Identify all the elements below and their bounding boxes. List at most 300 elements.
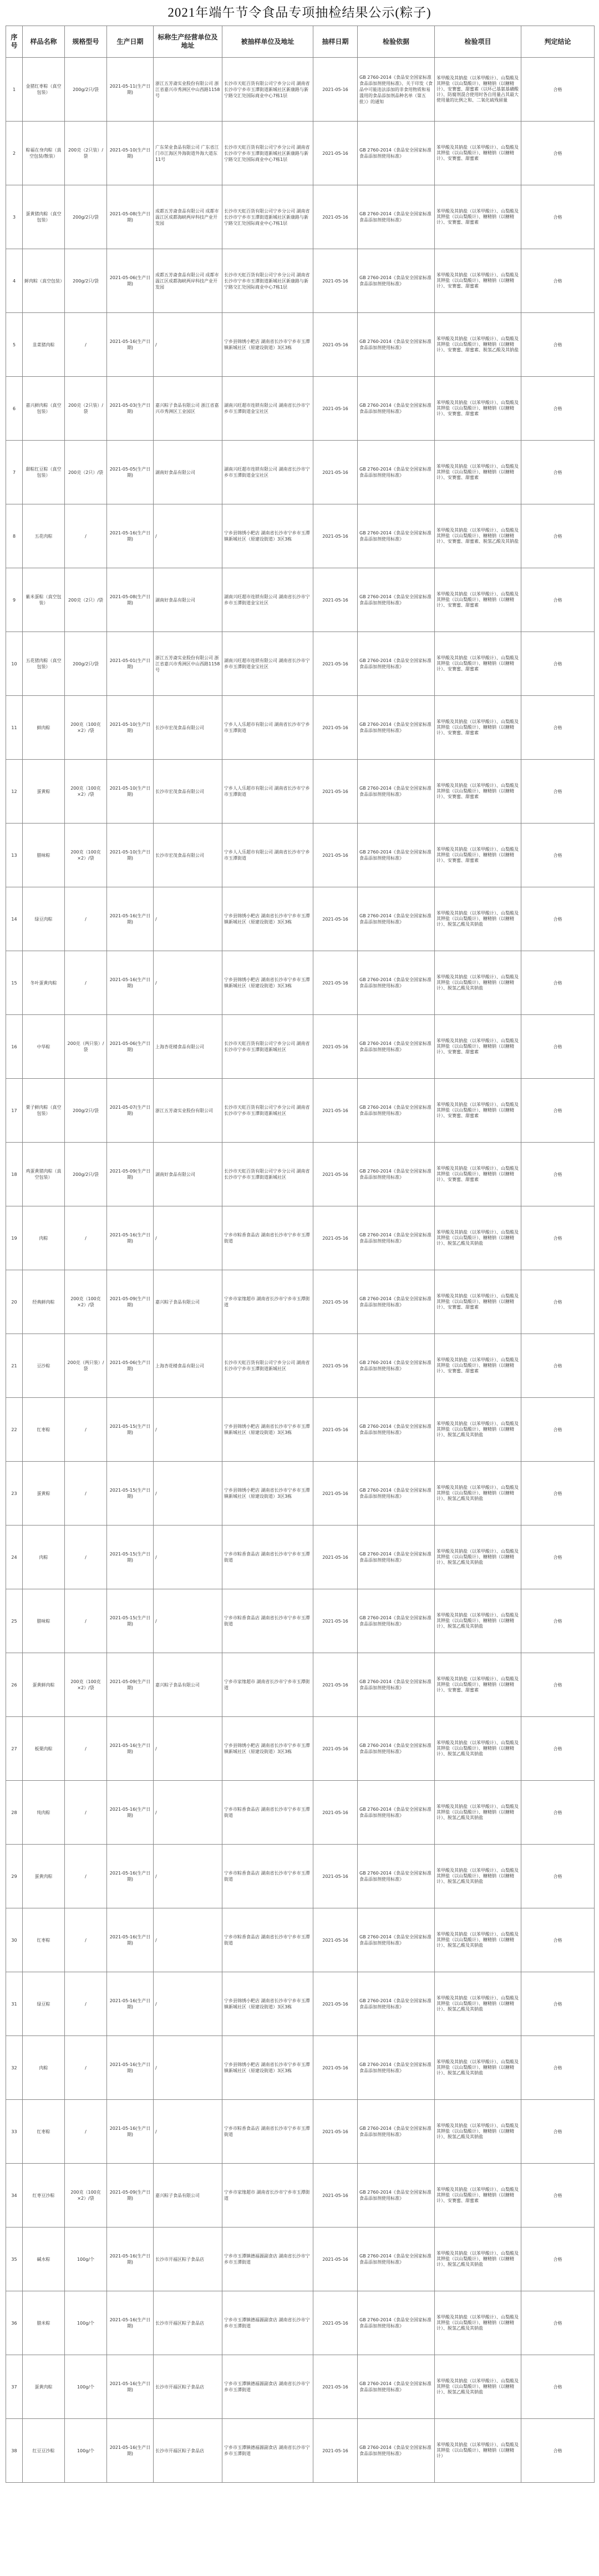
cell-sample-name: 鲜肉粽（真空包装）	[23, 249, 65, 313]
table-row	[6, 760, 595, 824]
cell-test-basis: GB 2760-2014《食品安全国家标准 食品添加剂使用标准》	[358, 1462, 435, 1526]
cell-no: 31	[6, 1972, 23, 2036]
cell-no: 13	[6, 824, 23, 887]
cell-result: 合格	[521, 1462, 595, 1526]
cell-test-items: 苯甲酸及其钠盐（以苯甲酸计）、山梨酸及其钾盐（以山梨酸计）、糖精钠（以糖精计）、脱氢乙酸及其钠盐	[435, 1462, 521, 1526]
cell-spec: /	[65, 887, 107, 951]
table-row	[6, 249, 595, 313]
cell-manufacturer: /	[154, 1908, 222, 1972]
cell-production-date: 2021-05-15(生产日期)	[107, 1526, 154, 1589]
cell-result: 合格	[521, 313, 595, 377]
cell-production-date: 2021-05-09(生产日期)	[107, 1270, 154, 1334]
cell-production-date: 2021-05-06(生产日期)	[107, 1015, 154, 1079]
cell-no: 17	[6, 1079, 23, 1143]
cell-test-basis: GB 2760-2014《食品安全国家标准 食品添加剂使用标准》	[358, 1334, 435, 1398]
table-row	[6, 1845, 595, 1908]
cell-sample-name: 粽福在身肉粽（真空包装/散装）	[23, 122, 65, 185]
cell-sampled-unit: 宁乡市粽香食品店 湖南省长沙市宁乡市玉潭街道	[222, 2100, 313, 2164]
cell-test-items: 苯甲酸及其钠盐（以苯甲酸计）、山梨酸及其钾盐（以山梨酸计）、糖精钠（以糖精计）、安赛蜜、甜蜜素	[435, 696, 521, 760]
cell-spec: 200克（100克×2）/袋	[65, 1270, 107, 1334]
cell-spec: 200克（两只装）/袋	[65, 1334, 107, 1398]
cell-production-date: 2021-05-01(生产日期)	[107, 632, 154, 696]
cell-test-basis: GB 2760-2014《食品安全国家标准 食品添加剂使用标准》	[358, 1206, 435, 1270]
cell-sampled-unit: 长沙市天虹百货有限公司宁乡分公司 湖南省长沙市宁乡市玉潭街道新城社区新康路与新宁路交汇处国际商业中心7栋1层	[222, 185, 313, 249]
cell-production-date: 2021-05-09(生产日期)	[107, 1143, 154, 1206]
cell-spec: /	[65, 504, 107, 568]
cell-sampled-unit: 湖南兴旺超市连锁有限公司 湖南省长沙市宁乡市玉潭街道金宝社区	[222, 632, 313, 696]
cell-result: 合格	[521, 696, 595, 760]
table-row	[6, 377, 595, 441]
table-row	[6, 1908, 595, 1972]
cell-spec: 100g/个	[65, 2228, 107, 2291]
cell-test-items: 苯甲酸及其钠盐（以苯甲酸计）、山梨酸及其钾盐（以山梨酸计）、糖精钠（以糖精计）	[435, 2419, 521, 2483]
cell-test-basis: GB 2760-2014《食品安全国家标准 食品添加剂使用标准》	[358, 122, 435, 185]
cell-production-date: 2021-05-11(生产日期)	[107, 58, 154, 122]
cell-result: 合格	[521, 1143, 595, 1206]
cell-test-items: 苯甲酸及其钠盐（以苯甲酸计）、山梨酸及其钾盐（以山梨酸计）、糖精钠（以糖精计）、脱氢乙酸及其钠盐	[435, 1589, 521, 1653]
table-row	[6, 122, 595, 185]
cell-result: 合格	[521, 1781, 595, 1845]
cell-sampling-date: 2021-05-16	[313, 1717, 358, 1781]
cell-sample-name: 蛋黄粽	[23, 760, 65, 824]
cell-sampled-unit: 宁乡市粽香食品店 湖南省长沙市宁乡市玉潭街道	[222, 1781, 313, 1845]
cell-no: 21	[6, 1334, 23, 1398]
cell-production-date: 2021-05-16(生产日期)	[107, 951, 154, 1015]
cell-test-items: 苯甲酸及其钠盐（以苯甲酸计）、山梨酸及其钾盐（以山梨酸计）、糖精钠（以糖精计）、脱氢乙酸及其钠盐	[435, 1972, 521, 2036]
cell-spec: /	[65, 1908, 107, 1972]
table-row	[6, 1270, 595, 1334]
cell-no: 37	[6, 2355, 23, 2419]
cell-sampling-date: 2021-05-16	[313, 504, 358, 568]
cell-production-date: 2021-05-07(生产日期)	[107, 1079, 154, 1143]
cell-test-items: 苯甲酸及其钠盐（以苯甲酸计）、山梨酸及其钾盐（以山梨酸计）、糖精钠（以糖精计）、安赛蜜、甜蜜素	[435, 1143, 521, 1206]
cell-sampled-unit: 宁乡县锦绣小粑店 湖南省长沙市宁乡市玉潭镇新城社区（原建设街道）3区3栋	[222, 887, 313, 951]
table-row	[6, 2100, 595, 2164]
cell-sample-name: 绿豆肉粽	[23, 887, 65, 951]
cell-spec: 200克（100克×2）/袋	[65, 760, 107, 824]
cell-sample-name: 韭菜猪肉粽	[23, 313, 65, 377]
cell-sampling-date: 2021-05-16	[313, 1462, 358, 1526]
cell-no: 24	[6, 1526, 23, 1589]
header-no: 序号	[6, 26, 23, 58]
table-body	[6, 58, 595, 2483]
cell-no: 15	[6, 951, 23, 1015]
cell-manufacturer: 湖南好食品有限公司	[154, 441, 222, 504]
cell-sampling-date: 2021-05-16	[313, 951, 358, 1015]
cell-test-basis: GB 2760-2014《食品安全国家标准 食品添加剂使用标准》	[358, 951, 435, 1015]
cell-no: 38	[6, 2419, 23, 2483]
cell-test-items: 苯甲酸及其钠盐（以苯甲酸计）、山梨酸及其钾盐（以山梨酸计）、糖精钠（以糖精计）、安赛蜜、甜蜜素	[435, 441, 521, 504]
table-row	[6, 887, 595, 951]
cell-production-date: 2021-05-16(生产日期)	[107, 2100, 154, 2164]
cell-test-basis: GB 2760-2014《食品安全国家标准 食品添加剂使用标准》	[358, 887, 435, 951]
cell-test-items: 苯甲酸及其钠盐（以苯甲酸计）、山梨酸及其钾盐（以山梨酸计）、糖精钠（以糖精计）、安赛蜜、甜蜜素、脱氢乙酸及其钠盐	[435, 313, 521, 377]
cell-sample-name: 碱水粽	[23, 2228, 65, 2291]
cell-production-date: 2021-05-16(生产日期)	[107, 1717, 154, 1781]
cell-manufacturer: 嘉兴粽子食品有限公司	[154, 1270, 222, 1334]
cell-no: 7	[6, 441, 23, 504]
cell-sample-name: 纯肉粽	[23, 1781, 65, 1845]
cell-sampling-date: 2021-05-16	[313, 2036, 358, 2100]
cell-sampled-unit: 宁乡市粽香食品店 湖南省长沙市宁乡市玉潭街道	[222, 1908, 313, 1972]
cell-test-items: 苯甲酸及其钠盐（以苯甲酸计）、山梨酸及其钾盐（以山梨酸计）、糖精钠（以糖精计）、脱氢乙酸及其钠盐	[435, 1908, 521, 1972]
cell-result: 合格	[521, 760, 595, 824]
cell-result: 合格	[521, 1398, 595, 1462]
cell-spec: 200g/2只/袋	[65, 58, 107, 122]
cell-sample-name: 腊味粽	[23, 824, 65, 887]
cell-manufacturer: /	[154, 1717, 222, 1781]
cell-spec: 200克（100克×2）/袋	[65, 696, 107, 760]
cell-spec: 200g/2只/袋	[65, 632, 107, 696]
cell-no: 9	[6, 568, 23, 632]
table-row	[6, 1526, 595, 1589]
cell-no: 6	[6, 377, 23, 441]
cell-spec: /	[65, 1845, 107, 1908]
cell-spec: /	[65, 1206, 107, 1270]
cell-test-basis: GB 2760-2014《食品安全国家标准 食品添加剂使用标准》	[358, 313, 435, 377]
cell-test-basis: GB 2760-2014《食品安全国家标准 食品添加剂使用标准》	[358, 2228, 435, 2291]
cell-sampling-date: 2021-05-16	[313, 1845, 358, 1908]
cell-production-date: 2021-05-16(生产日期)	[107, 887, 154, 951]
cell-sampling-date: 2021-05-16	[313, 1334, 358, 1398]
cell-no: 36	[6, 2291, 23, 2355]
cell-sampling-date: 2021-05-16	[313, 441, 358, 504]
cell-sample-name: 蛋黄鲜肉粽	[23, 1653, 65, 1717]
cell-sampled-unit: 宁乡市粽香食品店 湖南省长沙市宁乡市玉潭街道	[222, 1845, 313, 1908]
cell-sample-name: 板栗肉粽	[23, 1717, 65, 1781]
cell-sampled-unit: 宁乡县锦绣小粑店 湖南省长沙市宁乡市玉潭镇新城社区（原建设街道）3区3栋	[222, 313, 313, 377]
cell-manufacturer: 长沙市宏茂食品有限公司	[154, 760, 222, 824]
cell-production-date: 2021-05-16(生产日期)	[107, 2036, 154, 2100]
cell-production-date: 2021-05-15(生产日期)	[107, 1462, 154, 1526]
cell-no: 19	[6, 1206, 23, 1270]
cell-production-date: 2021-05-16(生产日期)	[107, 2291, 154, 2355]
header-maker: 标称生产经营单位及地址	[154, 26, 222, 58]
cell-test-items: 苯甲酸及其钠盐（以苯甲酸计）、山梨酸及其钾盐（以山梨酸计）、糖精钠（以糖精计）、安赛蜜、甜蜜素	[435, 1653, 521, 1717]
cell-manufacturer: 长沙市开福区粽子食品店	[154, 2291, 222, 2355]
cell-manufacturer: /	[154, 504, 222, 568]
cell-sample-name: 甜粽红豆粽（真空包装）	[23, 441, 65, 504]
cell-manufacturer: 上海杏花楼食品有限公司	[154, 1334, 222, 1398]
cell-sampling-date: 2021-05-16	[313, 1398, 358, 1462]
table-row	[6, 2419, 595, 2483]
cell-sampled-unit: 宁乡人人乐超市有限公司 湖南省长沙市宁乡市玉潭街道	[222, 696, 313, 760]
cell-result: 合格	[521, 2419, 595, 2483]
cell-sampling-date: 2021-05-16	[313, 568, 358, 632]
cell-sampling-date: 2021-05-16	[313, 760, 358, 824]
cell-spec: 200克（100克×2）/袋	[65, 1653, 107, 1717]
cell-spec: /	[65, 1972, 107, 2036]
table-row	[6, 2355, 595, 2419]
cell-no: 1	[6, 58, 23, 122]
cell-sampled-unit: 宁乡市玉潭镇德福源副食店 湖南省长沙市宁乡市玉潭街道	[222, 2355, 313, 2419]
cell-no: 33	[6, 2100, 23, 2164]
cell-sampling-date: 2021-05-16	[313, 1015, 358, 1079]
header-sample-date: 抽样日期	[313, 26, 358, 58]
cell-sampling-date: 2021-05-16	[313, 2164, 358, 2228]
cell-sampling-date: 2021-05-16	[313, 696, 358, 760]
cell-production-date: 2021-05-10(生产日期)	[107, 696, 154, 760]
cell-result: 合格	[521, 1972, 595, 2036]
cell-sample-name: 蛋黄肉粽	[23, 1845, 65, 1908]
cell-no: 5	[6, 313, 23, 377]
cell-sampled-unit: 宁乡人人乐超市有限公司 湖南省长沙市宁乡市玉潭街道	[222, 824, 313, 887]
cell-result: 合格	[521, 377, 595, 441]
cell-sample-name: 五花肉粽	[23, 504, 65, 568]
page-title: 2021年端午节令食品专项抽检结果公示(粽子)	[167, 6, 432, 19]
cell-result: 合格	[521, 824, 595, 887]
cell-sampled-unit: 长沙市天虹百货有限公司宁乡分公司 湖南省长沙市宁乡市玉潭街道新城社区	[222, 1015, 313, 1079]
cell-result: 合格	[521, 1653, 595, 1717]
cell-spec: /	[65, 1526, 107, 1589]
cell-sampled-unit: 长沙市天虹百货有限公司宁乡分公司 湖南省长沙市宁乡市玉潭街道新城社区	[222, 1079, 313, 1143]
cell-sample-name: 五花猪肉粽（真空包装）	[23, 632, 65, 696]
cell-manufacturer: 长沙市宏茂食品有限公司	[154, 696, 222, 760]
cell-result: 合格	[521, 1270, 595, 1334]
header-date: 生产日期	[107, 26, 154, 58]
cell-sampling-date: 2021-05-16	[313, 122, 358, 185]
cell-sampled-unit: 宁乡县锦绣小粑店 湖南省长沙市宁乡市玉潭镇新城社区（原建设街道）3区3栋	[222, 1972, 313, 2036]
table-row	[6, 1462, 595, 1526]
cell-spec: /	[65, 1589, 107, 1653]
cell-test-basis: GB 2760-2014《食品安全国家标准 食品添加剂使用标准》	[358, 824, 435, 887]
cell-sample-name: 肉粽	[23, 2036, 65, 2100]
cell-manufacturer: 上海杏花楼食品有限公司	[154, 1015, 222, 1079]
cell-manufacturer: 湖南好食品有限公司	[154, 568, 222, 632]
cell-no: 29	[6, 1845, 23, 1908]
cell-manufacturer: 湖南好食品有限公司	[154, 1143, 222, 1206]
cell-test-items: 苯甲酸及其钠盐（以苯甲酸计）、山梨酸及其钾盐（以山梨酸计）、糖精钠（以糖精计）、安赛蜜、甜蜜素	[435, 632, 521, 696]
cell-result: 合格	[521, 951, 595, 1015]
cell-manufacturer: /	[154, 1781, 222, 1845]
cell-result: 合格	[521, 2100, 595, 2164]
cell-spec: 200克（100克×2）/袋	[65, 2164, 107, 2228]
table-header-row	[6, 26, 595, 58]
cell-spec: /	[65, 1462, 107, 1526]
cell-sample-name: 经典鲜肉粽	[23, 1270, 65, 1334]
cell-test-items: 苯甲酸及其钠盐（以苯甲酸计）、山梨酸及其钾盐（以山梨酸计）、糖精钠（以糖精计）、安赛蜜、甜蜜素（以环己基氨基磺酸计）、防腐剂混合使用时各自用量占其最大使用量的比例之和、二氧化硫残留量	[435, 58, 521, 122]
cell-sampling-date: 2021-05-16	[313, 58, 358, 122]
cell-manufacturer: /	[154, 1206, 222, 1270]
header-result: 判定结论	[521, 26, 595, 58]
cell-test-basis: GB 2760-2014《食品安全国家标准 食品添加剂使用标准》	[358, 1143, 435, 1206]
cell-production-date: 2021-05-08(生产日期)	[107, 568, 154, 632]
cell-sample-name: 红枣粽	[23, 1908, 65, 1972]
table-row	[6, 2228, 595, 2291]
cell-production-date: 2021-05-05(生产日期)	[107, 441, 154, 504]
cell-sampled-unit: 长沙市天虹百货有限公司宁乡分公司 湖南省长沙市宁乡市玉潭街道新城社区新康路与新宁路交汇处国际商业中心7栋1层	[222, 249, 313, 313]
cell-sample-name: 绿豆粽	[23, 1972, 65, 2036]
cell-production-date: 2021-05-06(生产日期)	[107, 249, 154, 313]
cell-sampled-unit: 湖南兴旺超市连锁有限公司 湖南省长沙市宁乡市玉潭街道金宝社区	[222, 568, 313, 632]
cell-sampled-unit: 宁乡县锦绣小粑店 湖南省长沙市宁乡市玉潭镇新城社区（原建设街道）3区3栋	[222, 1398, 313, 1462]
cell-production-date: 2021-05-10(生产日期)	[107, 760, 154, 824]
cell-test-basis: GB 2760-2014《食品安全国家标准 食品添加剂使用标准》	[358, 632, 435, 696]
cell-test-basis: GB 2760-2014《食品安全国家标准 食品添加剂使用标准》	[358, 441, 435, 504]
cell-manufacturer: /	[154, 2036, 222, 2100]
cell-test-basis: GB 2760-2014《食品安全国家标准 食品添加剂使用标准》	[358, 1079, 435, 1143]
table-row	[6, 2291, 595, 2355]
cell-sampled-unit: 宁乡市玉潭镇德福源副食店 湖南省长沙市宁乡市玉潭街道	[222, 2419, 313, 2483]
header-items: 检验项目	[435, 26, 521, 58]
cell-no: 22	[6, 1398, 23, 1462]
cell-production-date: 2021-05-09(生产日期)	[107, 2164, 154, 2228]
cell-sampling-date: 2021-05-16	[313, 2291, 358, 2355]
table-row	[6, 2036, 595, 2100]
cell-spec: /	[65, 1717, 107, 1781]
cell-test-basis: GB 2760-2014《食品安全国家标准 食品添加剂使用标准》	[358, 504, 435, 568]
cell-test-basis: GB 2760-2014《食品安全国家标准 食品添加剂使用标准》	[358, 2100, 435, 2164]
cell-test-items: 苯甲酸及其钠盐（以苯甲酸计）、山梨酸及其钾盐（以山梨酸计）、糖精钠（以糖精计）、脱氢乙酸及其钠盐	[435, 1398, 521, 1462]
cell-sample-name: 肉粽	[23, 1206, 65, 1270]
table-row	[6, 1206, 595, 1270]
cell-result: 合格	[521, 2228, 595, 2291]
cell-test-items: 苯甲酸及其钠盐（以苯甲酸计）、山梨酸及其钾盐（以山梨酸计）、糖精钠（以糖精计）、脱氢乙酸及其钠盐	[435, 1845, 521, 1908]
cell-sample-name: 紫米蛋粽（真空包装）	[23, 568, 65, 632]
table-row	[6, 824, 595, 887]
cell-no: 4	[6, 249, 23, 313]
cell-test-items: 苯甲酸及其钠盐（以苯甲酸计）、山梨酸及其钾盐（以山梨酸计）、糖精钠（以糖精计）、脱氢乙酸及其钠盐	[435, 1781, 521, 1845]
table-row	[6, 441, 595, 504]
cell-manufacturer: 广东荣业食品有限公司 广东省江门市江海区外海街道外海大道东11号	[154, 122, 222, 185]
cell-sampling-date: 2021-05-16	[313, 1589, 358, 1653]
cell-sampled-unit: 长沙市天虹百货有限公司宁乡分公司 湖南省长沙市宁乡市玉潭街道新城社区新康路与新宁路交汇处国际商业中心7栋1层	[222, 58, 313, 122]
cell-no: 18	[6, 1143, 23, 1206]
cell-manufacturer: /	[154, 951, 222, 1015]
cell-sample-name: 冬叶蛋黄肉粽	[23, 951, 65, 1015]
cell-test-basis: GB 2760-2014《食品安全国家标准 食品添加剂使用标准》	[358, 1717, 435, 1781]
cell-no: 27	[6, 1717, 23, 1781]
cell-manufacturer: /	[154, 1526, 222, 1589]
cell-production-date: 2021-05-16(生产日期)	[107, 1972, 154, 2036]
cell-test-basis: GB 2760-2014《食品安全国家标准 食品添加剂使用标准》	[358, 760, 435, 824]
cell-production-date: 2021-05-16(生产日期)	[107, 1908, 154, 1972]
cell-sample-name: 栗子鲜肉粽（真空包装）	[23, 1079, 65, 1143]
table-row	[6, 1015, 595, 1079]
cell-test-basis: GB 2760-2014《食品安全国家标准 食品添加剂使用标准》	[358, 2419, 435, 2483]
cell-spec: /	[65, 1781, 107, 1845]
cell-no: 2	[6, 122, 23, 185]
cell-sampling-date: 2021-05-16	[313, 824, 358, 887]
cell-test-basis: GB 2760-2014《食品安全国家标准 食品添加剂使用标准》	[358, 568, 435, 632]
cell-test-basis: GB 2760-2014《食品安全国家标准 食品添加剂使用标准》	[358, 1398, 435, 1462]
cell-test-basis: GB 2760-2014《食品安全国家标准 食品添加剂使用标准》、关于印发《食品中可能违法添加的非食用物质和易滥用的食品添加剂品种名单（第五批）》的通知	[358, 58, 435, 122]
table-row	[6, 504, 595, 568]
cell-no: 23	[6, 1462, 23, 1526]
cell-sampled-unit: 宁乡县锦绣小粑店 湖南省长沙市宁乡市玉潭镇新城社区（原建设街道）3区3栋	[222, 504, 313, 568]
cell-result: 合格	[521, 568, 595, 632]
cell-sampling-date: 2021-05-16	[313, 1143, 358, 1206]
cell-test-items: 苯甲酸及其钠盐（以苯甲酸计）、山梨酸及其钾盐（以山梨酸计）、糖精钠（以糖精计）、安赛蜜、甜蜜素	[435, 824, 521, 887]
cell-manufacturer: 成都五芳斋食品有限公司 成都市温江区成都海峡两岸科技产业开发园	[154, 185, 222, 249]
cell-sample-name: 蛋黄粽	[23, 1462, 65, 1526]
cell-sampling-date: 2021-05-16	[313, 1270, 358, 1334]
cell-manufacturer: /	[154, 1589, 222, 1653]
cell-manufacturer: 长沙市宏茂食品有限公司	[154, 824, 222, 887]
cell-test-basis: GB 2760-2014《食品安全国家标准 食品添加剂使用标准》	[358, 696, 435, 760]
cell-result: 合格	[521, 1589, 595, 1653]
cell-production-date: 2021-05-16(生产日期)	[107, 2228, 154, 2291]
cell-sampled-unit: 长沙市天虹百货有限公司宁乡分公司 湖南省长沙市宁乡市玉潭街道新城社区新康路与新宁路交汇处国际商业中心7栋1层	[222, 122, 313, 185]
cell-test-basis: GB 2760-2014《食品安全国家标准 食品添加剂使用标准》	[358, 2036, 435, 2100]
cell-test-items: 苯甲酸及其钠盐（以苯甲酸计）、山梨酸及其钾盐（以山梨酸计）、糖精钠（以糖精计）、安赛蜜、甜蜜素	[435, 185, 521, 249]
cell-spec: 200克（100克×2）/袋	[65, 824, 107, 887]
cell-spec: /	[65, 951, 107, 1015]
cell-test-basis: GB 2760-2014《食品安全国家标准 食品添加剂使用标准》	[358, 377, 435, 441]
cell-production-date: 2021-05-08(生产日期)	[107, 185, 154, 249]
cell-result: 合格	[521, 58, 595, 122]
cell-spec: 200g/2只/袋	[65, 1079, 107, 1143]
cell-no: 26	[6, 1653, 23, 1717]
cell-result: 合格	[521, 887, 595, 951]
cell-test-basis: GB 2760-2014《食品安全国家标准 食品添加剂使用标准》	[358, 1908, 435, 1972]
cell-sampling-date: 2021-05-16	[313, 1526, 358, 1589]
cell-result: 合格	[521, 1079, 595, 1143]
table-row	[6, 1143, 595, 1206]
table-row	[6, 1398, 595, 1462]
cell-test-basis: GB 2760-2014《食品安全国家标准 食品添加剂使用标准》	[358, 1653, 435, 1717]
cell-sample-name: 腊米粽	[23, 2291, 65, 2355]
cell-sampling-date: 2021-05-16	[313, 2419, 358, 2483]
cell-test-basis: GB 2760-2014《食品安全国家标准 食品添加剂使用标准》	[358, 1845, 435, 1908]
cell-production-date: 2021-05-16(生产日期)	[107, 1781, 154, 1845]
table-row	[6, 1972, 595, 2036]
cell-sample-name: 中华粽	[23, 1015, 65, 1079]
cell-result: 合格	[521, 441, 595, 504]
cell-sampling-date: 2021-05-16	[313, 887, 358, 951]
cell-no: 8	[6, 504, 23, 568]
cell-sampled-unit: 宁乡市粽香食品店 湖南省长沙市宁乡市玉潭街道	[222, 1589, 313, 1653]
cell-spec: /	[65, 2036, 107, 2100]
cell-sample-name: 红枣豆沙粽	[23, 2164, 65, 2228]
cell-no: 11	[6, 696, 23, 760]
cell-test-items: 苯甲酸及其钠盐（以苯甲酸计）、山梨酸及其钾盐（以山梨酸计）、糖精钠（以糖精计）、安赛蜜、甜蜜素	[435, 377, 521, 441]
cell-test-basis: GB 2760-2014《食品安全国家标准 食品添加剂使用标准》	[358, 2355, 435, 2419]
cell-manufacturer: /	[154, 1972, 222, 2036]
cell-result: 合格	[521, 1206, 595, 1270]
cell-sample-name: 鸡蛋黄猪肉粽（真空包装）	[23, 1143, 65, 1206]
cell-sampled-unit: 宁乡市家缘超市 湖南省长沙市宁乡市玉潭街道	[222, 1270, 313, 1334]
cell-sample-name: 嘉兴鲜肉粽（真空包装）	[23, 377, 65, 441]
cell-test-basis: GB 2760-2014《食品安全国家标准 食品添加剂使用标准》	[358, 185, 435, 249]
header-seller: 被抽样单位及地址	[222, 26, 313, 58]
cell-manufacturer: /	[154, 1398, 222, 1462]
cell-sampled-unit: 长沙市天虹百货有限公司宁乡分公司 湖南省长沙市宁乡市玉潭街道新城社区	[222, 1143, 313, 1206]
cell-sampling-date: 2021-05-16	[313, 249, 358, 313]
table-row	[6, 568, 595, 632]
cell-sample-name: 红枣粽	[23, 1398, 65, 1462]
cell-production-date: 2021-05-09(生产日期)	[107, 1653, 154, 1717]
table-row	[6, 696, 595, 760]
cell-test-items: 苯甲酸及其钠盐（以苯甲酸计）、山梨酸及其钾盐（以山梨酸计）、糖精钠（以糖精计）、脱氢乙酸及其钠盐	[435, 2355, 521, 2419]
cell-production-date: 2021-05-15(生产日期)	[107, 1398, 154, 1462]
cell-sampled-unit: 宁乡县锦绣小粑店 湖南省长沙市宁乡市玉潭镇新城社区（原建设街道）3区3栋	[222, 1717, 313, 1781]
table-row	[6, 2164, 595, 2228]
cell-test-items: 苯甲酸及其钠盐（以苯甲酸计）、山梨酸及其钾盐（以山梨酸计）、糖精钠（以糖精计）、安赛蜜、甜蜜素	[435, 1334, 521, 1398]
cell-sampled-unit: 宁乡市粽香食品店 湖南省长沙市宁乡市玉潭街道	[222, 1206, 313, 1270]
cell-sampled-unit: 宁乡市粽香食品店 湖南省长沙市宁乡市玉潭街道	[222, 1526, 313, 1589]
table-row	[6, 1589, 595, 1653]
cell-no: 16	[6, 1015, 23, 1079]
table-row	[6, 632, 595, 696]
cell-sample-name: 金猪红枣粽（真空包装）	[23, 58, 65, 122]
cell-production-date: 2021-05-10(生产日期)	[107, 824, 154, 887]
cell-spec: 200克（2只）/袋	[65, 568, 107, 632]
cell-result: 合格	[521, 2355, 595, 2419]
cell-no: 3	[6, 185, 23, 249]
cell-no: 34	[6, 2164, 23, 2228]
cell-manufacturer: 嘉兴粽子食品有限公司	[154, 1653, 222, 1717]
